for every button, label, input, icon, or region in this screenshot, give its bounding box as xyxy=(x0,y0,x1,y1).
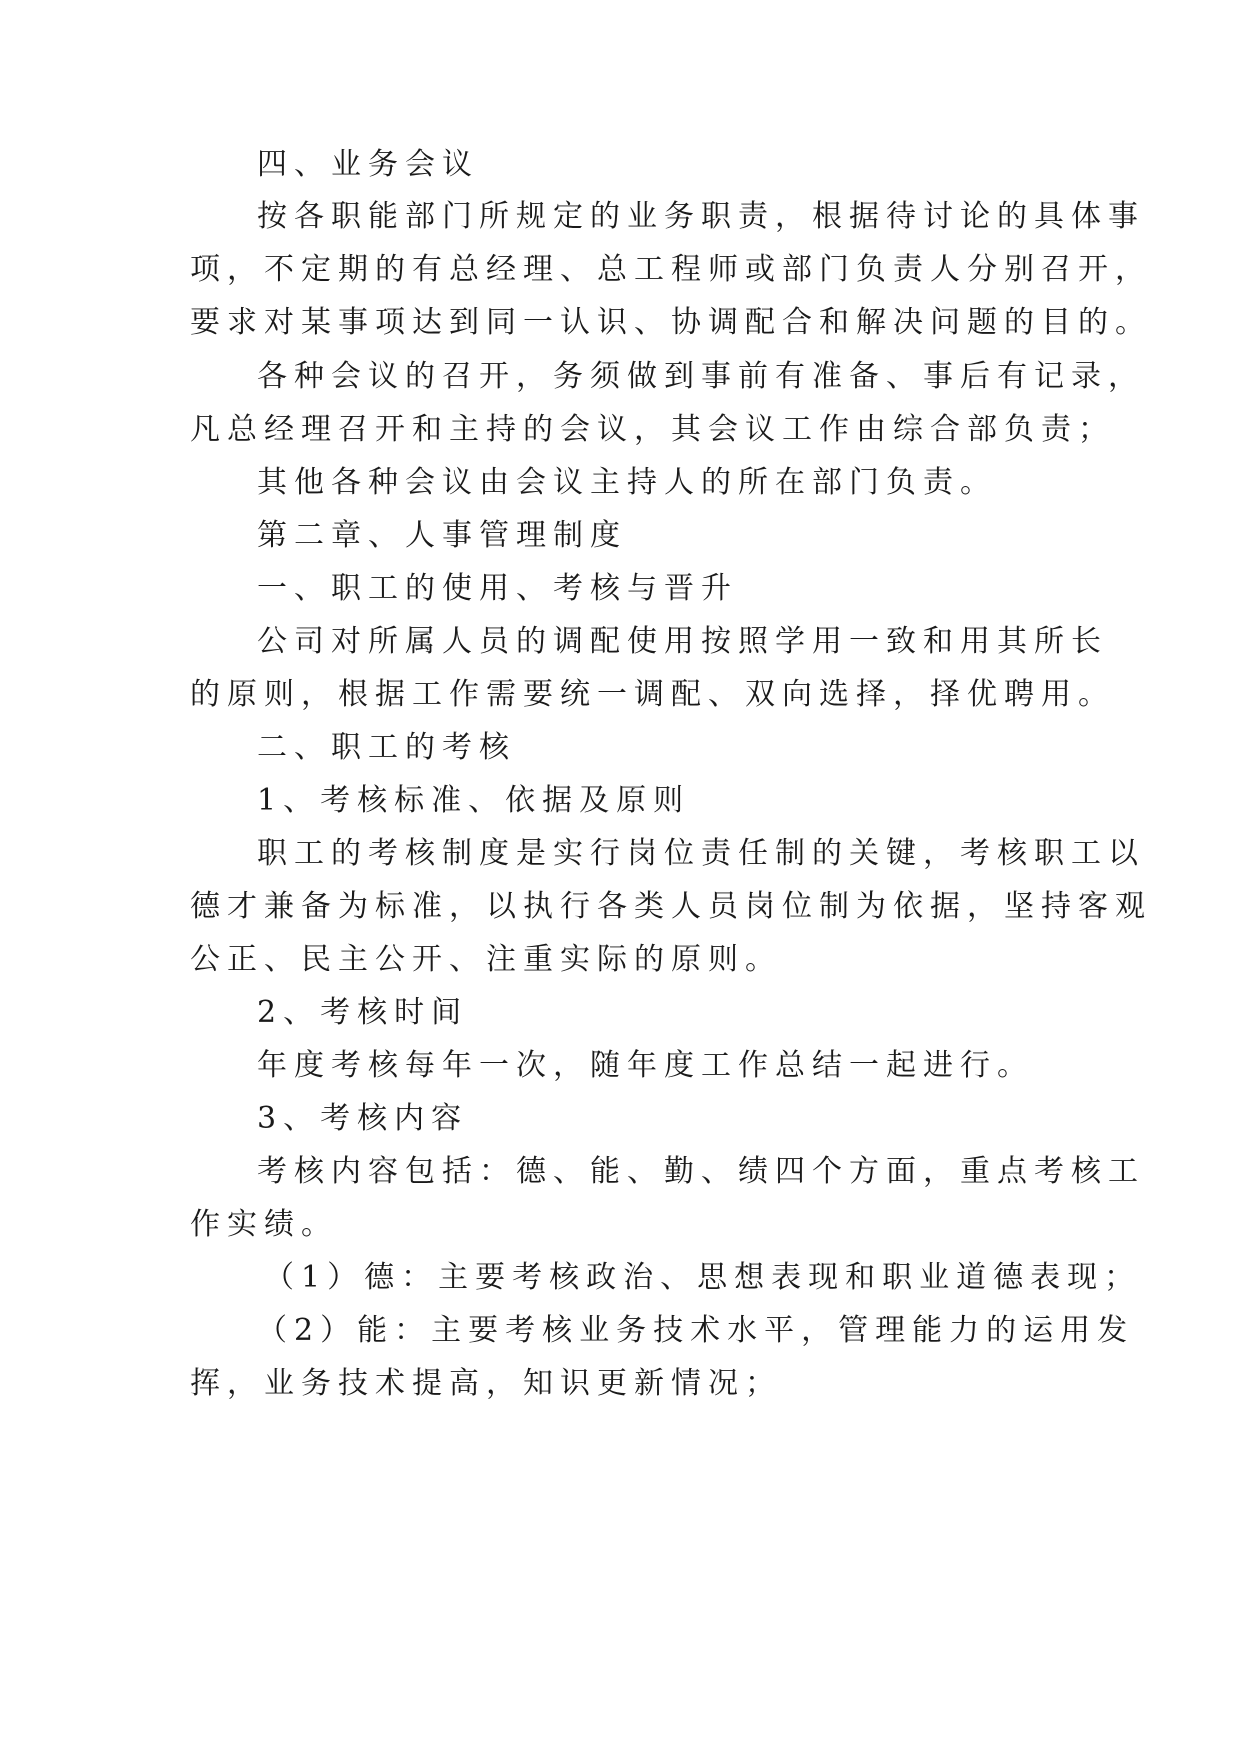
paragraph-line: 挥，业务技术提高，知识更新情况； xyxy=(190,1366,782,1401)
paragraph-line: 作实绩。 xyxy=(190,1207,338,1242)
paragraph-line: 德才兼备为标准，以执行各类人员岗位制为依据，坚持客观 xyxy=(190,889,1152,924)
heading-business-meetings: 四、业务会议 xyxy=(257,147,479,182)
paragraph-line: 按各职能部门所规定的业务职责，根据待讨论的具体事 xyxy=(257,199,1145,234)
paragraph-line: 考核内容包括：德、能、勤、绩四个方面，重点考核工 xyxy=(257,1154,1145,1189)
list-item: （1）德：主要考核政治、思想表现和职业道德表现； xyxy=(264,1260,1142,1295)
paragraph-line: 公司对所属人员的调配使用按照学用一致和用其所长 xyxy=(257,624,1108,659)
paragraph-line: 其他各种会议由会议主持人的所在部门负责。 xyxy=(257,465,997,500)
paragraph-line: 项，不定期的有总经理、总工程师或部门负责人分别召开， xyxy=(190,252,1152,287)
paragraph-line: 各种会议的召开，务须做到事前有准备、事后有记录， xyxy=(257,359,1145,394)
section-heading: 二、职工的考核 xyxy=(257,730,516,765)
paragraph-line: 要求对某事项达到同一认识、协调配合和解决问题的目的。 xyxy=(190,305,1152,340)
section-heading: 一、职工的使用、考核与晋升 xyxy=(257,571,738,606)
subsection-heading: 3、考核内容 xyxy=(257,1101,469,1136)
paragraph-line: 凡总经理召开和主持的会议，其会议工作由综合部负责； xyxy=(190,412,1115,447)
paragraph-line: 公正、民主公开、注重实际的原则。 xyxy=(190,942,782,977)
paragraph-line: 年度考核每年一次，随年度工作总结一起进行。 xyxy=(257,1048,1034,1083)
subsection-heading: 2、考核时间 xyxy=(257,995,469,1030)
chapter-heading: 第二章、人事管理制度 xyxy=(257,518,627,553)
paragraph-line: 职工的考核制度是实行岗位责任制的关键，考核职工以 xyxy=(257,836,1145,871)
paragraph-line: 的原则，根据工作需要统一调配、双向选择，择优聘用。 xyxy=(190,677,1115,712)
list-item: （2）能：主要考核业务技术水平，管理能力的运用发 xyxy=(257,1313,1135,1348)
subsection-heading: 1、考核标准、依据及原则 xyxy=(257,783,691,818)
